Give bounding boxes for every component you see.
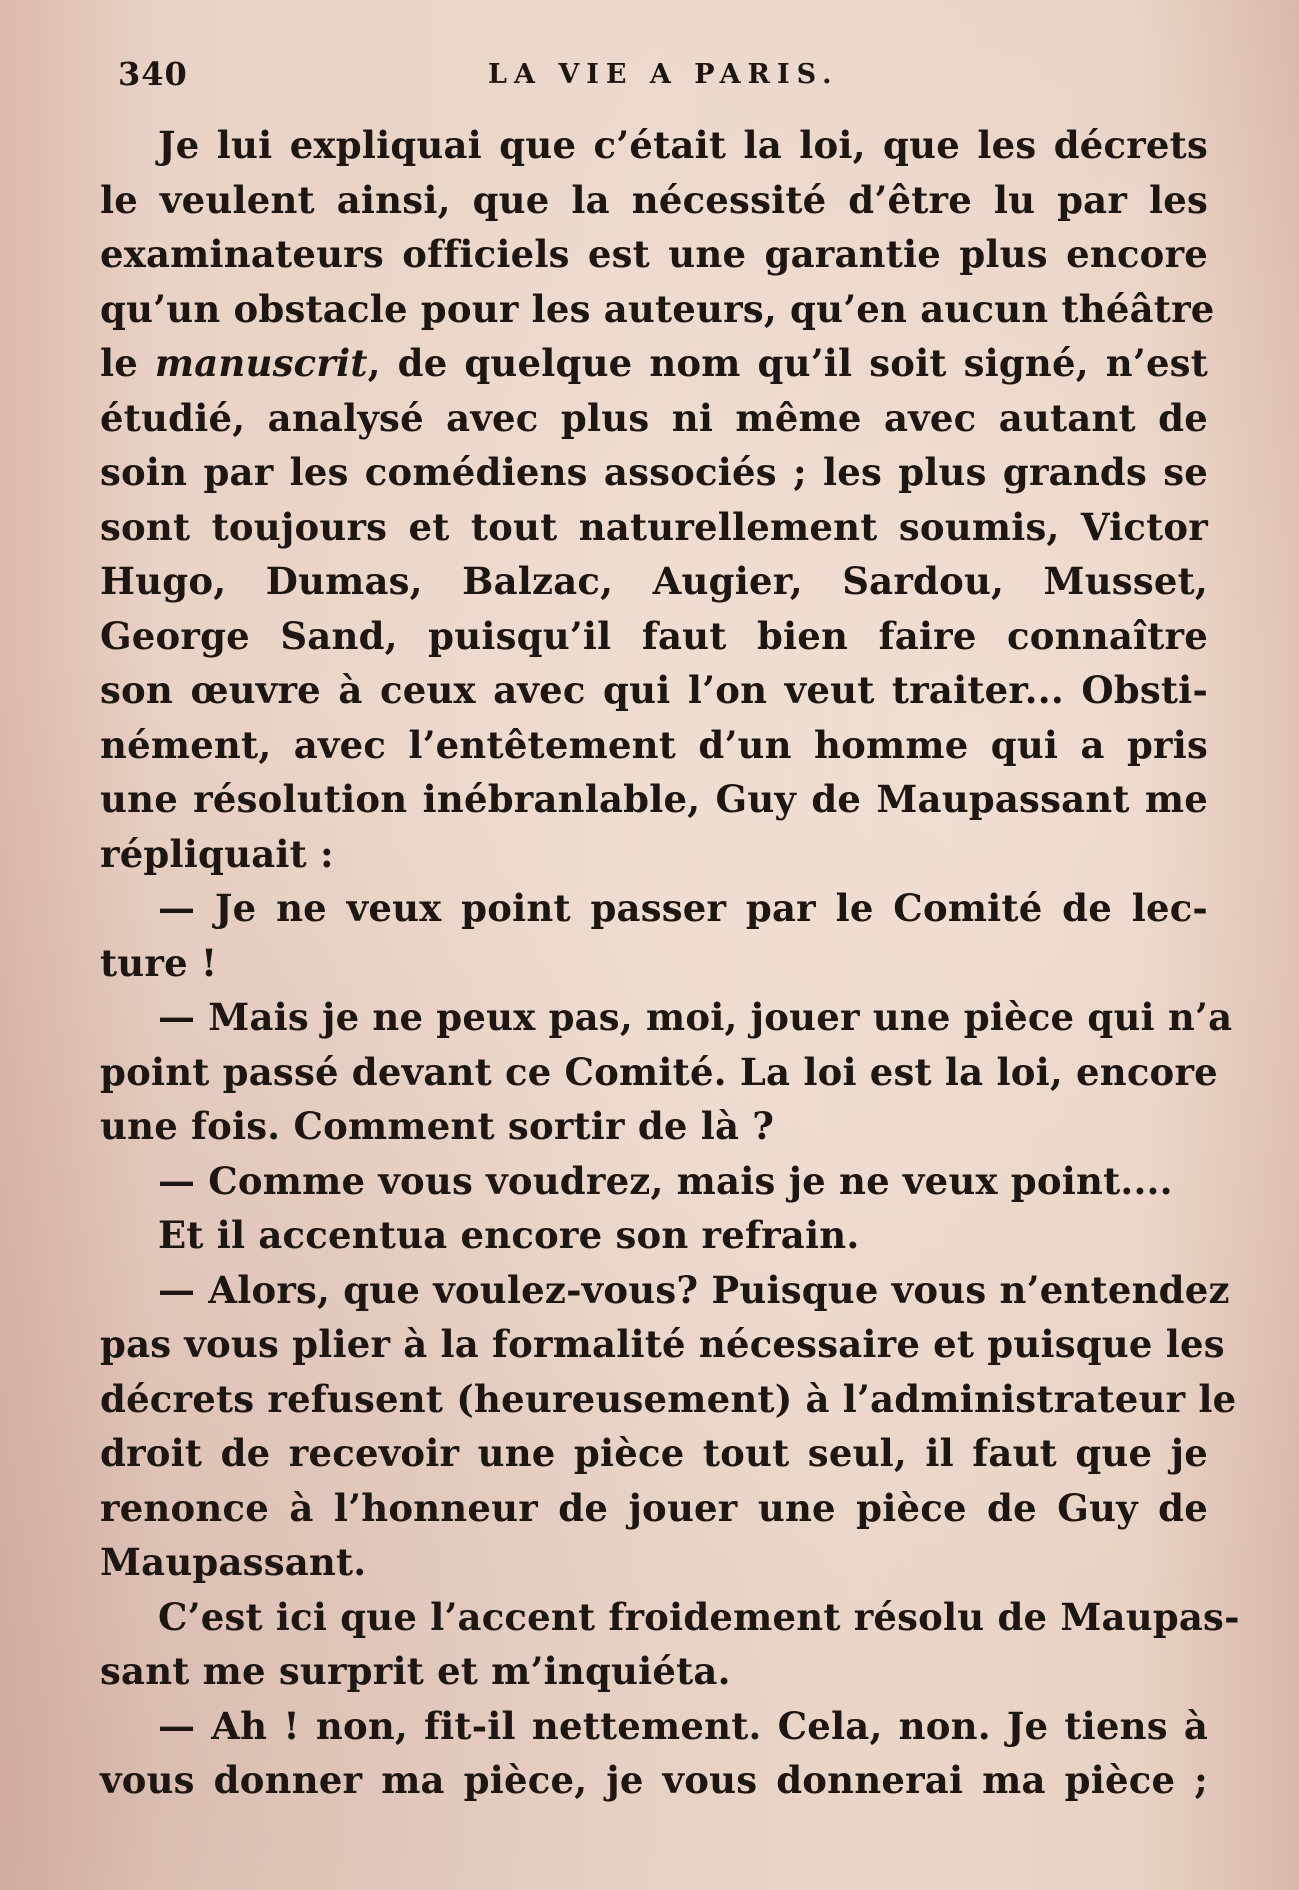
line-segment: le — [100, 341, 155, 385]
text-line: Et il accentua encore son refrain. — [158, 1213, 860, 1257]
page-number: 340 — [118, 55, 188, 93]
text-line: Je lui expliquai que c’était la loi, que les décrets — [158, 123, 1208, 167]
text-line: — Alors, que voulez-vous? Puisque vous n’entendez — [158, 1267, 1230, 1312]
text-line: — Mais je ne peux pas, moi, jouer une pièce qui n’a — [158, 995, 1233, 1039]
text-line: décrets refusent (heureusement) à l’administrateur le — [100, 1376, 1237, 1421]
text-line: vous donner ma pièce, je vous donnerai ma pièce ; — [100, 1758, 1208, 1802]
text-line: droit de recevoir une pièce tout seul, il faut que je — [100, 1431, 1208, 1475]
text-line: une résolution inébranlable, Guy de Maupassant me — [100, 777, 1208, 821]
text-line: — Je ne veux point passer par le Comité de lec- — [158, 886, 1208, 930]
text-line: soin par les comédiens associés ; les plus grands se — [100, 450, 1208, 494]
text-line: — Comme vous voudrez, mais je ne veux point.... — [158, 1158, 1173, 1203]
body-text — [100, 118, 1240, 1808]
text-line: examinateurs officiels est une garantie plus encore — [100, 232, 1208, 276]
running-head — [118, 55, 1208, 95]
text-line — [100, 336, 1208, 391]
text-line: sant me surprit et m’inquiéta. — [100, 1649, 731, 1693]
text-line: point passé devant ce Comité. La loi est la loi, encore — [100, 1049, 1218, 1094]
text-line: son œuvre à ceux avec qui l’on veut traiter... Obsti- — [100, 668, 1208, 712]
text-line: qu’un obstacle pour les auteurs, qu’en aucun théâtre — [100, 286, 1215, 331]
text-line: renonce à l’honneur de jouer une pièce de Guy de — [100, 1485, 1208, 1530]
italic-word: manuscrit — [154, 341, 368, 385]
text-line: — Ah ! non, fit-il nettement. Cela, non. Je tiens à — [158, 1703, 1208, 1748]
text-line: Maupassant. — [100, 1540, 367, 1584]
line-segment: , de quelque nom qu’il soit signé, n’est — [367, 341, 1208, 385]
text-line: étudié, analysé avec plus ni même avec autant de — [100, 395, 1208, 440]
text-line: pas vous plier à la formalité nécessaire et puisque les — [100, 1322, 1225, 1366]
text-line: une fois. Comment sortir de là ? — [100, 1104, 775, 1148]
text-line: répliquait : — [100, 831, 334, 876]
text-line: le veulent ainsi, que la nécessité d’être lu par les — [100, 177, 1208, 222]
text-line: ture ! — [100, 940, 218, 985]
text-line: sont toujours et tout naturellement soumis, Victor — [100, 504, 1208, 549]
text-line: George Sand, puisqu’il faut bien faire connaître — [100, 613, 1208, 658]
running-title: LA VIE A PARIS. — [488, 59, 839, 90]
text-line: Hugo, Dumas, Balzac, Augier, Sardou, Musset, — [100, 559, 1208, 603]
text-line: C’est ici que l’accent froidement résolu de Maupas- — [158, 1594, 1240, 1639]
text-line: nément, avec l’entêtement d’un homme qui a pris — [100, 722, 1208, 767]
